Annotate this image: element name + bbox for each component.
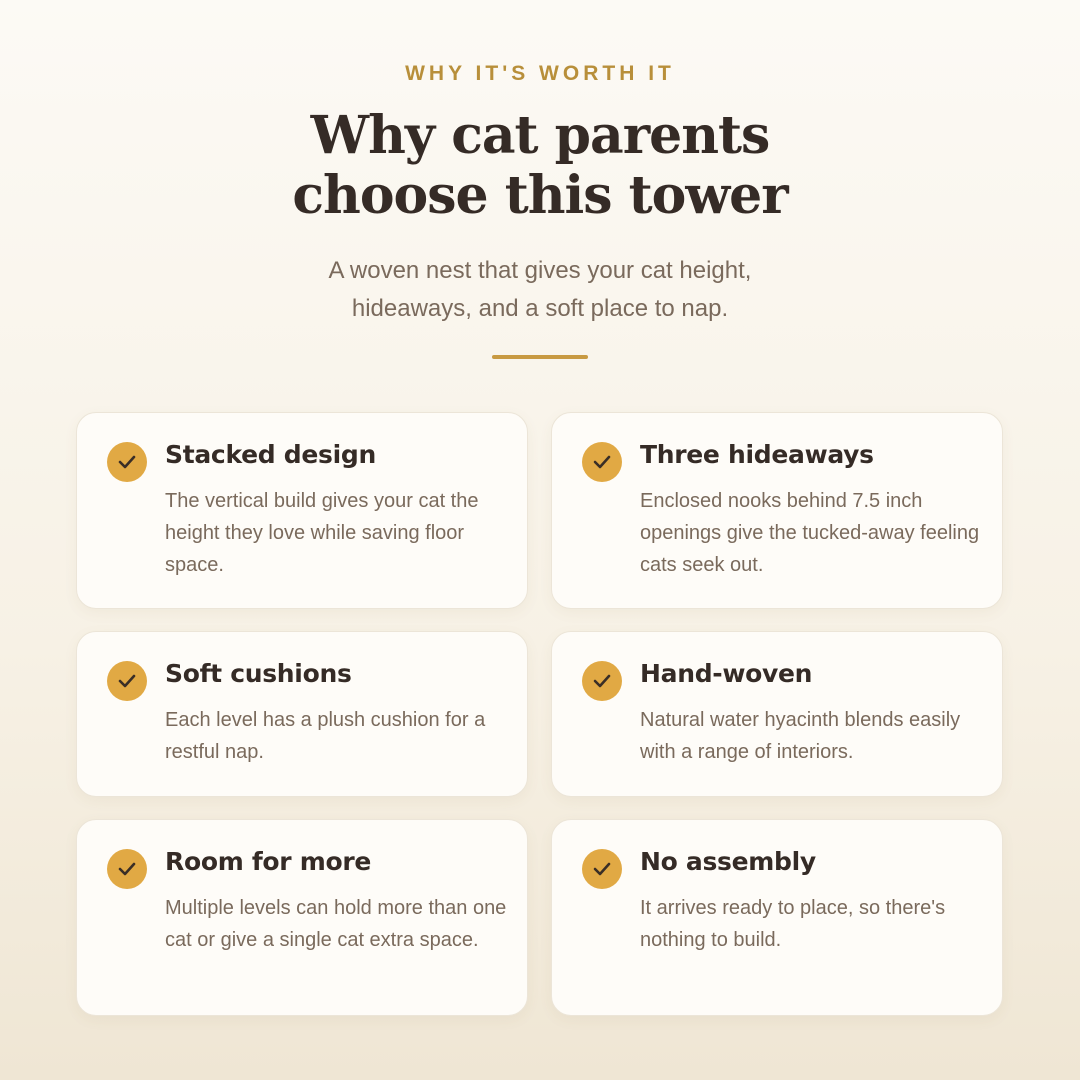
page-subtitle-line-2: hideaways, and a soft place to nap. xyxy=(351,295,729,322)
feature-description: It arrives ready to place, so there's nothing to build. xyxy=(640,897,946,951)
feature-card-hand-woven xyxy=(551,631,1003,797)
feature-card-stacked-design xyxy=(76,412,528,609)
page-title-line-1: Why cat parents xyxy=(310,105,770,166)
check-icon xyxy=(582,661,622,701)
feature-description: The vertical build gives your cat the height they love while saving floor space. xyxy=(165,490,479,576)
feature-title: Stacked design xyxy=(165,440,376,469)
page-title xyxy=(0,106,1080,226)
feature-title: No assembly xyxy=(640,847,816,876)
feature-description: Each level has a plush cushion for a restful nap. xyxy=(165,709,486,763)
check-icon xyxy=(107,849,147,889)
feature-title: Hand-woven xyxy=(640,659,813,688)
feature-title: Soft cushions xyxy=(165,659,352,688)
check-icon xyxy=(107,442,147,482)
feature-description: Natural water hyacinth blends easily with a range of interiors. xyxy=(640,709,961,763)
accent-divider xyxy=(492,355,588,359)
page-title-line-2: choose this tower xyxy=(292,165,788,226)
feature-card-soft-cushions xyxy=(76,631,528,797)
feature-card-room-for-more xyxy=(76,819,528,1016)
feature-card-no-assembly xyxy=(551,819,1003,1016)
feature-description: Enclosed nooks behind 7.5 inch openings give the tucked-away feeling cats seek out. xyxy=(640,490,980,576)
check-icon xyxy=(582,442,622,482)
check-icon xyxy=(582,849,622,889)
page-subtitle-line-1: A woven nest that gives your cat height, xyxy=(328,257,752,284)
feature-title: Three hideaways xyxy=(640,440,874,469)
check-icon xyxy=(107,661,147,701)
eyebrow-label: WHY IT'S WORTH IT xyxy=(405,62,675,85)
feature-description: Multiple levels can hold more than one cat or give a single cat extra space. xyxy=(165,897,507,951)
feature-title: Room for more xyxy=(165,847,372,876)
feature-card-three-hideaways xyxy=(551,412,1003,609)
page-subtitle xyxy=(0,252,1080,328)
